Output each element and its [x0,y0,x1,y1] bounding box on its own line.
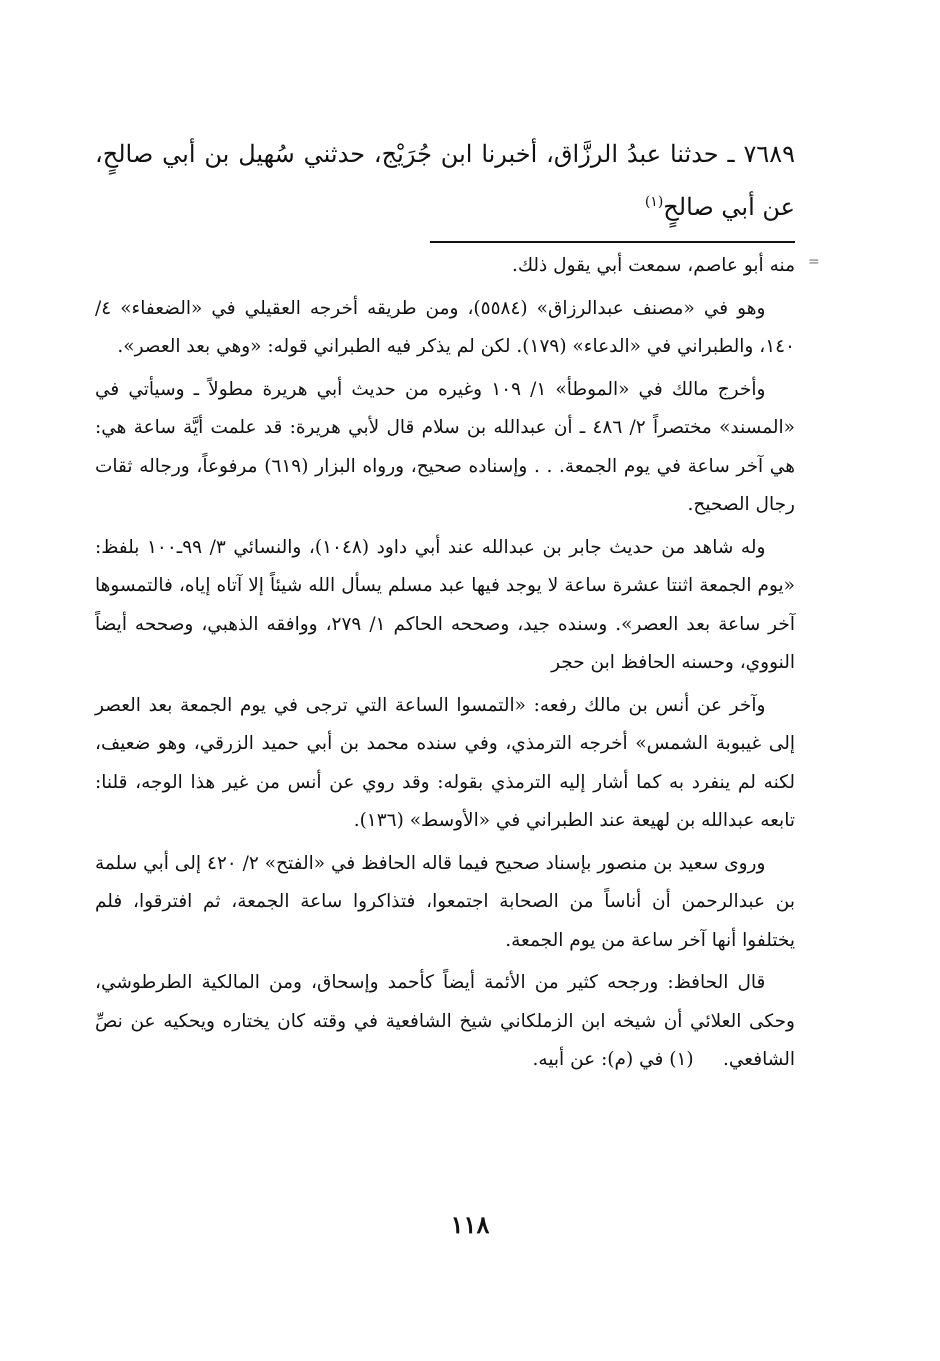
hadith-text [95,130,795,231]
footnote-paragraph-6: وروى سعيد بن منصور بإسناد صحيح فيما قاله الحافظ في «الفتح» ٢/ ٤٢٠ إلى أبي سلمة بن عبدالرحمن أن أناساً من الصحابة اجتمعوا، فتذاكروا ساعة الجمعة، ثم افترقوا، فلم يختلفوا أنها آخر ساعة من يوم الجمعة. [95,852,795,951]
footnote-divider [430,241,795,243]
footnote-ref: (١) [644,194,664,210]
footnote-paragraph-2: وهو في «مصنف عبدالرزاق» (٥٥٨٤)، ومن طريقه أخرجه العقيلي في «الضعفاء» ٤/ ١٤٠، والطبراني في «الدعاء» (١٧٩). لكن لم يذكر فيه الطبراني قوله: «وهي بعد العصر». [95,297,795,357]
page-body [95,130,795,1084]
footnote-paragraph-5: وآخر عن أنس بن مالك رفعه: «التمسوا الساعة التي ترجى في يوم الجمعة بعد العصر إلى غيبوبة الشمس» أخرجه الترمذي، وفي سنده محمد بن أبي حميد الزرقي، وهو ضعيف، لكنه لم ينفرد به كما أشار إليه الترمذي بقوله: وقد روي عن أنس من غير هذا الوجه، قلنا: تابعه عبدالله بن لهيعة عند الطبراني في «الأوسط» (١٣٦). [95,694,795,831]
footnote-paragraph-1: منه أبو عاصم، سمعت أبي يقول ذلك. [511,255,795,276]
hadith-main: ٧٦٨٩ ـ حدثنا عبدُ الرزَّاق، أخبرنا ابن جُرَيْج، حدثني سُهيل بن أبي صالحٍ، عن أبي صالحٍ [95,140,795,221]
footnote-paragraph-7-text: قال الحافظ: ورجحه كثير من الأئمة أيضاً كأحمد وإسحاق، ومن المالكية الطرطوشي، وحكى العلائي أن شيخه ابن الزملكاني شيخ الشافعية في وقته كان يختاره ويحكيه عن نصِّ الشافعي. [95,972,795,1070]
footnote-paragraph-7 [95,964,795,1080]
footnote-note-1: (١) في (م): عن أبيه. [532,1049,694,1070]
footnotes [95,247,795,1080]
continuation-mark: = [808,254,820,270]
footnote-paragraph-3: وأخرج مالك في «الموطأ» ١/ ١٠٩ وغيره من حديث أبي هريرة مطولاً ـ وسيأتي في «المسند» مختصراً ٢/ ٤٨٦ ـ أن عبدالله بن سلام قال لأبي هريرة: قد علمت أيَّة ساعة هي: هي آخر ساعة في يوم الجمعة. . . وإسناده صحيح، ورواه البزار (٦١٩) مرفوعاً، ورجاله ثقات رجال الصحيح. [95,378,795,515]
footnote-paragraph-4: وله شاهد من حديث جابر بن عبدالله عند أبي داود (١٠٤٨)، والنسائي ٣/ ٩٩ـ١٠٠ بلفظ: «يوم الجمعة اثنتا عشرة ساعة لا يوجد فيها عبد مسلم يسأل الله شيئاً إلا آتاه إياه، فالتمسوها آخر ساعة بعد العصر». وسنده جيد، وصححه الحاكم ١/ ٢٧٩، ووافقه الذهبي، وصححه أيضاً النووي، وحسنه الحافظ ابن حجر [95,536,795,673]
page-number: ١١٨ [450,1210,490,1239]
